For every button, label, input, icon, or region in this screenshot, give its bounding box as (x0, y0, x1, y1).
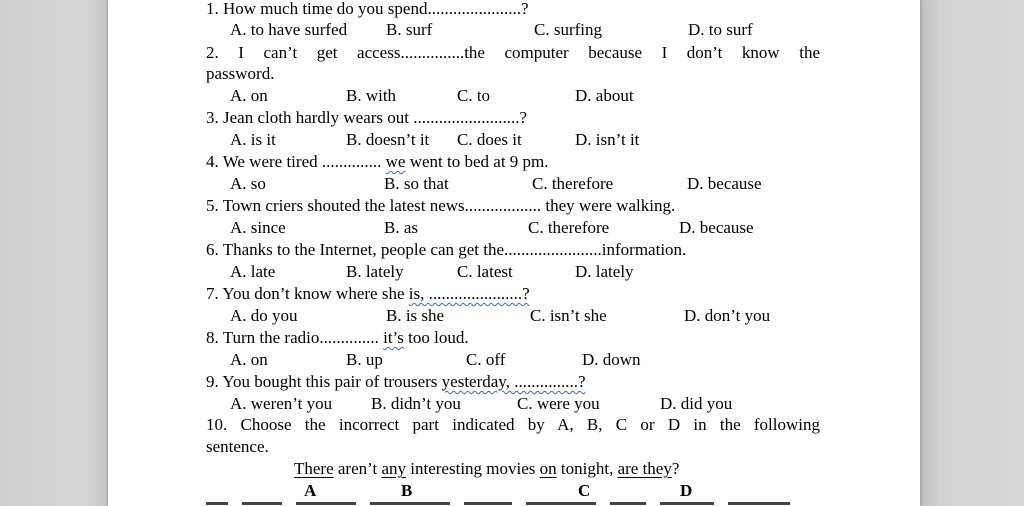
q7-option-b: B. is she (386, 306, 445, 325)
q9-option-a: A. weren’t you (230, 394, 333, 413)
q7-option-a: A. do you (230, 306, 298, 325)
q6-option-d: D. lately (575, 262, 634, 281)
question-5-options (108, 217, 920, 239)
q2-option-b: B. with (346, 86, 397, 105)
q2-option-c: C. to (457, 86, 491, 105)
q6-option-b: B. lately (346, 262, 404, 281)
question-1-options (108, 19, 920, 41)
q4-option-b: B. so that (384, 174, 449, 193)
q7-option-c: C. isn’t she (530, 306, 607, 325)
document-page[interactable] (108, 0, 920, 506)
question-1-stem: 1. How much time do you spend......................? (206, 0, 529, 18)
question-7-stem: 7. You don’t know where she is, ......................? (206, 284, 530, 303)
q8-option-a: A. on (230, 350, 268, 369)
q5-option-b: B. as (384, 218, 418, 237)
question-2-options (108, 85, 920, 107)
question-7-options (108, 305, 920, 327)
q3-option-c: C. does it (457, 130, 522, 149)
sentence-part-c: on (539, 459, 557, 478)
q9-option-b: B. didn’t you (371, 394, 461, 413)
marker-b: B (401, 481, 413, 500)
q8-option-d: D. down (582, 350, 641, 369)
question-5-stem: 5. Town criers shouted the latest news.................. they were walking. (206, 196, 676, 215)
q2-option-d: D. about (575, 86, 634, 105)
question-6-options (108, 261, 920, 283)
grammar-flag: yesterday, ...............? (441, 372, 586, 391)
q5-option-c: C. therefore (528, 218, 610, 237)
q8-option-c: C. off (466, 350, 506, 369)
question-8-options (108, 349, 920, 371)
question-3-options (108, 129, 920, 151)
question-9-options (108, 393, 920, 415)
question-6-stem: 6. Thanks to the Internet, people can get the.......................information. (206, 240, 687, 259)
q4-option-d: D. because (687, 174, 762, 193)
sentence-part-a: There (294, 459, 334, 478)
grammar-flag: is, ......................? (408, 284, 530, 303)
q6-option-a: A. late (230, 262, 276, 281)
q3-option-d: D. isn’t it (575, 130, 640, 149)
q1-option-b: B. surf (386, 20, 433, 39)
q5-option-d: D. because (679, 218, 754, 237)
question-3-stem: 3. Jean cloth hardly wears out .........................? (206, 108, 528, 127)
question-10-stem-line2: sentence. (206, 437, 269, 456)
q1-option-d: D. to surf (688, 20, 753, 39)
question-4-stem: 4. We were tired .............. we went to bed at 9 pm. (206, 152, 549, 171)
sentence-part-b: any (381, 459, 407, 478)
grammar-flag: we (385, 152, 406, 171)
sentence-part-d: are they (617, 459, 672, 478)
question-9-stem: 9. You bought this pair of trousers yesterday, ...............? (206, 372, 586, 391)
q7-option-d: D. don’t you (684, 306, 771, 325)
left-gutter (0, 0, 108, 506)
q4-option-a: A. so (230, 174, 266, 193)
marker-c: C (578, 481, 591, 500)
q1-option-a: A. to have surfed (230, 20, 348, 39)
right-gutter (920, 0, 1024, 506)
question-10-stem-line1: 10. Choose the incorrect part indicated by A, B, C or D in the following (206, 415, 821, 434)
grammar-flag: it’s (383, 328, 404, 347)
question-4-options (108, 173, 920, 195)
question-2-stem-line1: 2. I can’t get access...............the computer because I don’t know the (206, 43, 820, 62)
cutoff-text-line (206, 498, 826, 506)
question-10-sentence: There aren’t any interesting movies on tonight, are they? (294, 459, 680, 478)
q4-option-c: C. therefore (532, 174, 614, 193)
q5-option-a: A. since (230, 218, 286, 237)
q8-option-b: B. up (346, 350, 383, 369)
q3-option-a: A. is it (230, 130, 276, 149)
q1-option-c: C. surfing (534, 20, 602, 39)
q9-option-d: D. did you (660, 394, 733, 413)
question-2-stem-line2: password. (206, 64, 275, 83)
q6-option-c: C. latest (457, 262, 513, 281)
marker-a: A (304, 481, 317, 500)
marker-d: D (680, 481, 693, 500)
q2-option-a: A. on (230, 86, 268, 105)
q3-option-b: B. doesn’t it (346, 130, 430, 149)
question-8-stem: 8. Turn the radio.............. it’s too loud. (206, 328, 469, 347)
q9-option-c: C. were you (517, 394, 600, 413)
